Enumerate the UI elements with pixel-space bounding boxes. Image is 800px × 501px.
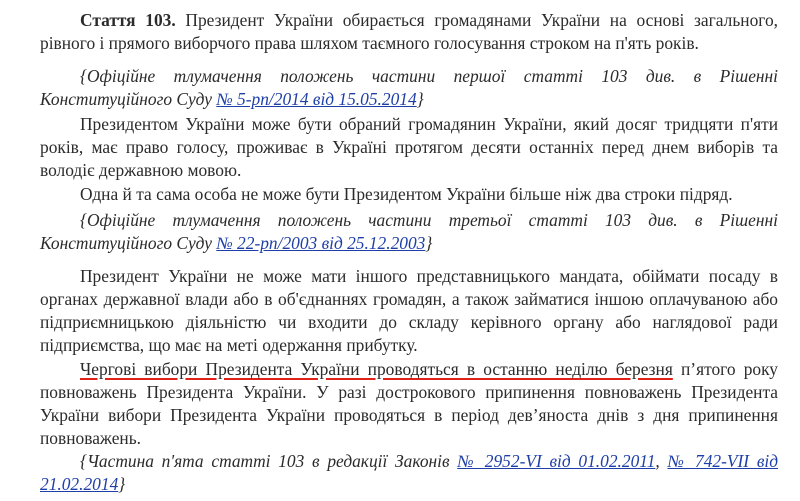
article-label: Стаття 103. — [80, 10, 176, 30]
paragraph-article-intro — [40, 9, 778, 55]
paragraph-eligibility — [40, 113, 778, 182]
note-interpretation-part-one — [40, 65, 778, 111]
paragraph-text: Президент України обирається громадянами України на основі загального, рівного і прямого виборчого права шляхом таємного голосування строком на п'ять років. — [40, 10, 779, 53]
note-text: {Офіційне тлумачення положень частини першої статті 103 див. в Рішенні Конституційного Суду — [40, 66, 778, 109]
note-text: {Частина п'ята статті 103 в редакції Законів — [80, 451, 458, 471]
law-link-2952-vi[interactable]: № 2952-VI від 01.02.2011 — [457, 451, 656, 471]
paragraph-incompatibility — [40, 265, 778, 357]
note-end: } — [425, 233, 433, 253]
paragraph-text: Президентом України може бути обраний громадянин України, який досяг тридцяти п'яти років, має право голосу, проживає в Україні протягом десяти останніх перед днем виборів та володіє державною мовою. — [40, 114, 778, 180]
highlighted-text: Чергові вибори Президента України проводяться в останню неділю березня — [80, 359, 673, 379]
note-end: } — [118, 474, 126, 494]
note-text: {Офіційне тлумачення положень частини третьої статті 103 див. в Рішенні Конституційного Суду — [40, 210, 778, 253]
court-decision-link-22-rp-2003[interactable]: № 22-рп/2003 від 25.12.2003 — [216, 233, 426, 253]
note-end: } — [416, 89, 424, 109]
note-interpretation-part-three — [40, 209, 778, 255]
law-link-742-vii[interactable]: № 742-VII від 21.02.2014 — [40, 451, 778, 494]
note-separator: , — [655, 451, 668, 471]
paragraph-regular-elections — [40, 358, 778, 450]
court-decision-link-5-rp-2014[interactable]: № 5-рп/2014 від 15.05.2014 — [216, 89, 417, 109]
paragraph-text: п’ятого року повноважень Президента України. У разі дострокового припинення повноважень Президента України вибори Президента України проводяться в період дев’яноста днів з дня припинення повноважень. — [40, 359, 778, 448]
paragraph-term-limit — [40, 183, 778, 206]
paragraph-text: Одна й та сама особа не може бути Президентом України більше ніж два строки підряд. — [80, 184, 733, 204]
paragraph-text: Президент України не може мати іншого представницького мандата, обіймати посаду в органах державної влади або в об'єднаннях громадян, а також займатися іншою оплачуваною або підприємницькою діяльністю чи входити до складу керівного органу або наглядової ради підприємства, що має на меті одержання прибутку. — [40, 266, 778, 355]
note-amendment-laws — [40, 450, 778, 496]
